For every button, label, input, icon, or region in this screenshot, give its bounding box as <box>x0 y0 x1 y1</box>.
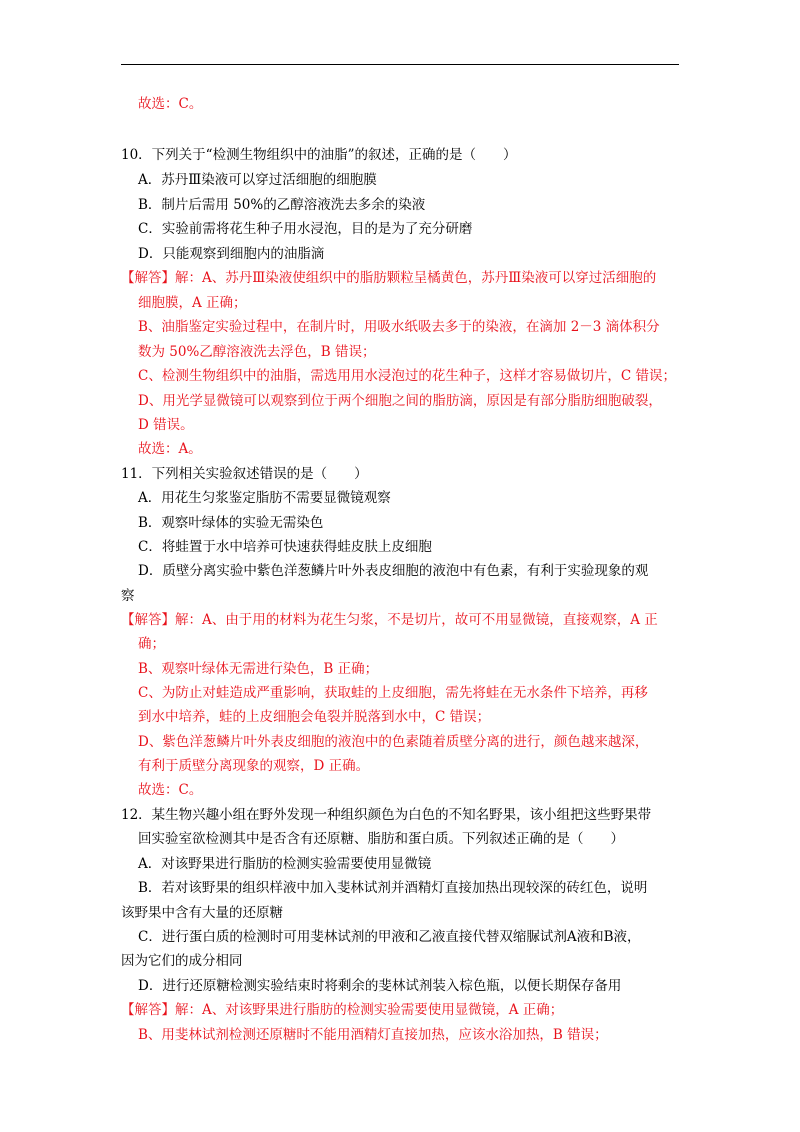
q11-conclusion: 故选：C。 <box>138 782 203 798</box>
q12-option-b-cont: 该野果中含有大量的还原糖 <box>121 905 283 921</box>
q10-answer-line-1 <box>121 269 656 287</box>
q11-answer-d1: D、紫色洋葱鳞片叶外表皮细胞的液泡中的色素随着质壁分离的进行，颜色越来越深， <box>138 734 649 750</box>
q10-option-d: D．只能观察到细胞内的油脂滴 <box>138 246 325 262</box>
q10-answer-a2: 细胞膜，A 正确； <box>138 295 247 311</box>
q12-stem: 12．某生物兴趣小组在野外发现一种组织颜色为白色的不知名野果，该小组把这些野果带 <box>121 807 652 823</box>
q10-option-b: B．制片后需用 50%的乙醇溶液洗去多余的染液 <box>138 197 426 213</box>
q10-answer-c1: C、检测生物组织中的油脂，需选用用水浸泡过的花生种子，这样才容易做切片，C 错误； <box>138 368 676 384</box>
q12-option-d: D．进行还原糖检测实验结束时将剩余的斐林试剂装入棕色瓶，以便长期保存备用 <box>138 978 622 994</box>
q11-answer-line-1 <box>121 611 658 629</box>
q12-option-c-cont: 因为它们的成分相同 <box>121 953 243 969</box>
q12-option-c: C．进行蛋白质的检测时可用斐林试剂的甲液和乙液直接代替双缩脲试剂A液和B液， <box>138 929 641 945</box>
top-conclusion: 故选：C。 <box>138 96 203 112</box>
header-rule <box>121 64 679 65</box>
q11-answer-c1: C、为防止对蛙造成严重影响，获取蛙的上皮细胞，需先将蛙在无水条件下培养，再移 <box>138 685 648 701</box>
q10-answer-b2: 数为 50%乙醇溶液洗去浮色，B 错误； <box>138 344 376 360</box>
q12-answer-a1: 解：A、对该野果进行脂肪的检测实验需要使用显微镜，A 正确； <box>175 1002 564 1018</box>
q12-option-a: A．对该野果进行脂肪的检测实验需要使用显微镜 <box>138 856 432 872</box>
q11-stem: 11．下列相关实验叙述错误的是（ ） <box>121 466 368 482</box>
q10-answer-d2: D 错误。 <box>138 417 194 433</box>
q11-option-d: D．质壁分离实验中紫色洋葱鳞片叶外表皮细胞的液泡中有色素，有利于实验现象的观 <box>138 563 649 579</box>
q12-stem-cont: 回实验室欲检测其中是否含有还原糖、脂肪和蛋白质。下列叙述正确的是（ ） <box>138 831 624 847</box>
q10-answer-b1: B、油脂鉴定实验过程中，在制片时，用吸水纸吸去多于的染液，在滴加 2－3 滴体积分 <box>138 319 660 335</box>
q12-option-b: B．若对该野果的组织样液中加入斐林试剂并酒精灯直接加热出现较深的砖红色，说明 <box>138 880 648 896</box>
q10-stem: 10．下列关于“检测生物组织中的油脂”的叙述，正确的是（ ） <box>121 147 517 163</box>
q11-option-a: A．用花生匀浆鉴定脂肪不需要显微镜观察 <box>138 490 391 506</box>
q10-conclusion: 故选：A。 <box>138 441 202 457</box>
q10-option-c: C．实验前需将花生种子用水浸泡，目的是为了充分研磨 <box>138 221 473 237</box>
q11-answer-a1: 解：A、由于用的材料为花生匀浆，不是切片，故可不用显微镜，直接观察，A 正 <box>175 612 658 628</box>
q11-answer-c2: 到水中培养，蛙的上皮细胞会龟裂并脱落到水中，C 错误； <box>138 709 491 725</box>
q11-option-c: C．将蛙置于水中培养可快速获得蛙皮肤上皮细胞 <box>138 539 432 555</box>
q11-answer-tag: 【解答】 <box>121 612 175 628</box>
q10-answer-a1: 解：A、苏丹Ⅲ染液使组织中的脂肪颗粒呈橘黄色，苏丹Ⅲ染液可以穿过活细胞的 <box>175 270 657 286</box>
q11-option-d-cont: 察 <box>121 588 135 604</box>
q11-answer-d2: 有利于质壁分离现象的观察，D 正确。 <box>138 758 370 774</box>
q12-answer-b1: B、用斐林试剂检测还原糖时不能用酒精灯直接加热，应该水浴加热，B 错误； <box>138 1027 608 1043</box>
q11-answer-a2: 确； <box>138 636 165 652</box>
q12-answer-tag: 【解答】 <box>121 1002 175 1018</box>
q10-answer-tag: 【解答】 <box>121 270 175 286</box>
q10-option-a: A．苏丹Ⅲ染液可以穿过活细胞的细胞膜 <box>138 172 377 188</box>
q11-option-b: B．观察叶绿体的实验无需染色 <box>138 515 324 531</box>
q11-answer-b1: B、观察叶绿体无需进行染色，B 正确； <box>138 661 379 677</box>
q12-answer-line-1 <box>121 1001 563 1019</box>
q10-answer-d1: D、用光学显微镜可以观察到位于两个细胞之间的脂肪滴，原因是有部分脂肪细胞破裂， <box>138 393 662 409</box>
